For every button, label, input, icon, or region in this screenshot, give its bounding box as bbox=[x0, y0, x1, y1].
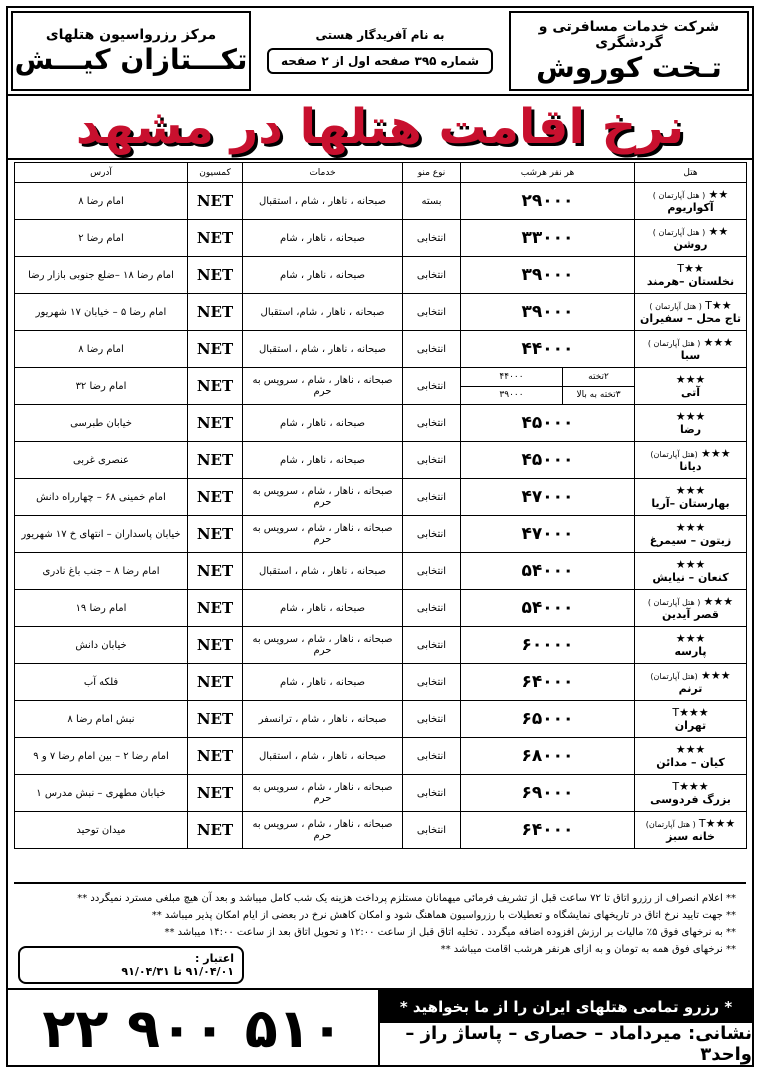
hotel-name: خانه سبز bbox=[666, 830, 715, 843]
hotel-cell bbox=[635, 590, 747, 627]
address-cell: میدان توحید bbox=[15, 812, 188, 849]
menu-cell: انتخابی bbox=[403, 775, 461, 812]
header-hotel: هتل bbox=[635, 163, 747, 183]
hotel-stars: ★★★T bbox=[672, 706, 709, 719]
hotel-type: ( هتل آپارتمان ) bbox=[649, 302, 702, 311]
occupancy-label: ۳تخته به بالا bbox=[562, 387, 634, 405]
hotel-name: سبا bbox=[680, 349, 701, 362]
hotel-name: نخلستان –هرمند bbox=[646, 275, 735, 288]
hotel-stars: ★★★ bbox=[675, 743, 706, 756]
price-cell: ۴۷۰۰۰ bbox=[461, 516, 635, 553]
address-cell: خیابان پاسداران – انتهای خ ۱۷ شهریور bbox=[15, 516, 188, 553]
hotel-cell bbox=[635, 516, 747, 553]
table-row bbox=[15, 405, 747, 442]
note-line: ** جهت تایید نرخ اتاق در تاریخهای نمایشگاه و تعطیلات با رزرواسیون هماهنگ شود و امکان کاهش نرخ در بعضی از ایام امکان پذیر میباشد ** bbox=[151, 910, 736, 921]
table-row bbox=[15, 368, 747, 405]
menu-cell: انتخابی bbox=[403, 479, 461, 516]
hotel-type: ( هتل آپارتمان ) bbox=[652, 191, 706, 200]
note-line: ** نرخهای فوق همه به تومان و به ازای هرنفر هرشب اقامت میباشد ** bbox=[440, 944, 736, 955]
services-cell: صبحانه ، ناهار ، شام ، استقبال bbox=[243, 738, 403, 775]
hotel-stars: ★★ bbox=[708, 188, 729, 201]
hotel-name: رضا bbox=[679, 423, 702, 436]
rate-table bbox=[14, 162, 747, 849]
commission-cell: NET bbox=[188, 775, 243, 812]
table-row bbox=[15, 183, 747, 220]
price-split bbox=[461, 368, 634, 404]
commission-cell: NET bbox=[188, 220, 243, 257]
services-cell: صبحانه ، ناهار ، شام ، استقبال bbox=[243, 331, 403, 368]
note-line: ** به نرخهای فوق ۵٪ مالیات بر ارزش افزوده اضافه میگردد . تخلیه اتاق قبل از ساعت ۱۲:۰۰ و تحویل اتاق بعد از ساعت ۱۴:۰۰ میباشد ** bbox=[164, 927, 736, 938]
hotel-cell bbox=[635, 775, 747, 812]
hotel-cell bbox=[635, 442, 747, 479]
table-row bbox=[15, 294, 747, 331]
address-cell: خیابان دانش bbox=[15, 627, 188, 664]
services-cell: صبحانه ، ناهار ، شام bbox=[243, 220, 403, 257]
hotel-type: (هتل آپارتمان) bbox=[650, 450, 698, 459]
occupancy-price: ۴۴۰۰۰ bbox=[499, 371, 524, 382]
address-cell: عنصری غربی bbox=[15, 442, 188, 479]
hotel-cell bbox=[635, 405, 747, 442]
services-cell: صبحانه ، ناهار ، شام bbox=[243, 257, 403, 294]
menu-cell: انتخابی bbox=[403, 257, 461, 294]
address-cell: فلکه آب bbox=[15, 664, 188, 701]
hotel-cell bbox=[635, 553, 747, 590]
table-header-row bbox=[15, 163, 747, 183]
price-cell: ۶۴۰۰۰ bbox=[461, 664, 635, 701]
hotel-cell bbox=[635, 479, 747, 516]
agency-box bbox=[509, 11, 749, 91]
commission-cell: NET bbox=[188, 294, 243, 331]
hotel-type: ( هتل آپارتمان ) bbox=[652, 228, 706, 237]
services-cell: صبحانه ، ناهار ، شام ، سرویس به حرم bbox=[243, 479, 403, 516]
commission-cell: NET bbox=[188, 183, 243, 220]
table-row bbox=[15, 701, 747, 738]
menu-cell: انتخابی bbox=[403, 220, 461, 257]
occupancy-label: ۲تخته bbox=[562, 368, 634, 386]
menu-cell: انتخابی bbox=[403, 627, 461, 664]
price-cell: ۵۴۰۰۰ bbox=[461, 553, 635, 590]
menu-cell: انتخابی bbox=[403, 738, 461, 775]
price-cell bbox=[461, 368, 635, 405]
table-row bbox=[15, 738, 747, 775]
hotel-name: دیانا bbox=[679, 460, 702, 473]
price-cell: ۴۴۰۰۰ bbox=[461, 331, 635, 368]
hotel-name: آکواریوم bbox=[667, 201, 714, 214]
services-cell: صبحانه ، ناهار ، شام bbox=[243, 664, 403, 701]
hotel-cell bbox=[635, 183, 747, 220]
hotel-stars: ★★★ bbox=[675, 521, 706, 534]
commission-cell: NET bbox=[188, 405, 243, 442]
commission-cell: NET bbox=[188, 257, 243, 294]
rate-table-wrap bbox=[14, 162, 746, 849]
address-cell: امام رضا ۸ bbox=[15, 331, 188, 368]
commission-cell: NET bbox=[188, 516, 243, 553]
hotel-type: ( هتل آپارتمان ) bbox=[647, 339, 701, 348]
address-cell: امام رضا ۲ – بین امام رضا ۷ و ۹ bbox=[15, 738, 188, 775]
price-cell: ۴۵۰۰۰ bbox=[461, 405, 635, 442]
commission-cell: NET bbox=[188, 590, 243, 627]
services-cell: صبحانه ، ناهار ، شام ، استقبال bbox=[243, 553, 403, 590]
price-cell: ۶۹۰۰۰ bbox=[461, 775, 635, 812]
hotel-type: (هتل آپارتمان) bbox=[650, 672, 698, 681]
footer-right bbox=[380, 990, 752, 1065]
commission-cell: NET bbox=[188, 664, 243, 701]
table-row bbox=[15, 479, 747, 516]
hotel-stars: ★★ bbox=[708, 225, 729, 238]
commission-cell: NET bbox=[188, 442, 243, 479]
address-cell: امام رضا ۲ bbox=[15, 220, 188, 257]
hotel-name: زیتون – سیمرغ bbox=[649, 534, 732, 547]
hotel-name: بزرگ فردوسی bbox=[650, 793, 731, 806]
services-cell: صبحانه ، ناهار ، شام ، سرویس به حرم bbox=[243, 368, 403, 405]
price-cell: ۶۵۰۰۰ bbox=[461, 701, 635, 738]
commission-cell: NET bbox=[188, 479, 243, 516]
hotel-stars: ★★★ bbox=[700, 669, 731, 682]
table-row bbox=[15, 257, 747, 294]
header-center bbox=[254, 11, 506, 91]
header-services: خدمات bbox=[243, 163, 403, 183]
validity-range: ۹۱/۰۴/۰۱ تا ۹۱/۰۴/۳۱ bbox=[121, 965, 234, 978]
commission-cell: NET bbox=[188, 368, 243, 405]
services-cell: صبحانه ، ناهار ، شام ، سرویس به حرم bbox=[243, 775, 403, 812]
hotel-type: ( هتل آپارتمان) bbox=[645, 820, 696, 829]
table-row bbox=[15, 331, 747, 368]
hotel-cell bbox=[635, 812, 747, 849]
menu-cell: انتخابی bbox=[403, 405, 461, 442]
price-cell: ۲۹۰۰۰ bbox=[461, 183, 635, 220]
services-cell: صبحانه ، ناهار ، شام ، سرویس به حرم bbox=[243, 812, 403, 849]
footer bbox=[8, 988, 752, 1065]
table-row bbox=[15, 590, 747, 627]
hotel-stars: ★★★T bbox=[698, 817, 736, 830]
services-cell: صبحانه ، ناهار ، شام bbox=[243, 442, 403, 479]
office-address: نشانی: میرداماد – حصاری – پاساژ راز – واحد۳ bbox=[405, 1023, 752, 1065]
price-split-row bbox=[461, 368, 634, 386]
menu-cell: بسته bbox=[403, 183, 461, 220]
hotel-name: ترنم bbox=[678, 682, 703, 695]
price-split-row bbox=[461, 386, 634, 405]
hotel-cell bbox=[635, 368, 747, 405]
menu-cell: انتخابی bbox=[403, 442, 461, 479]
price-cell: ۳۳۰۰۰ bbox=[461, 220, 635, 257]
agency-name: تـخت کوروش bbox=[536, 50, 722, 84]
hotel-cell bbox=[635, 294, 747, 331]
center-left-line: مرکز رزرواسیون هتلهای bbox=[45, 26, 217, 43]
hotel-name: پارسه bbox=[674, 645, 707, 658]
hotel-stars: ★★★ bbox=[675, 558, 706, 571]
price-cell: ۶۸۰۰۰ bbox=[461, 738, 635, 775]
hotel-stars: ★★★ bbox=[675, 410, 706, 423]
hotel-cell bbox=[635, 701, 747, 738]
address-cell: امام رضا ۸ – جنب باغ نادری bbox=[15, 553, 188, 590]
header-price: هر نفر هرشب bbox=[461, 163, 635, 183]
table-row bbox=[15, 220, 747, 257]
table-row bbox=[15, 627, 747, 664]
banner-title: نرخ اقامت هتلها در مشهد bbox=[75, 99, 685, 155]
hotel-name: کنعان – نیایش bbox=[652, 571, 729, 584]
header-address: آدرس bbox=[15, 163, 188, 183]
services-cell: صبحانه ، ناهار ، شام ، استقبال bbox=[243, 183, 403, 220]
hotel-cell bbox=[635, 664, 747, 701]
hotel-stars: ★★★ bbox=[700, 447, 731, 460]
hotel-stars: ★★★T bbox=[672, 780, 709, 793]
rate-sheet bbox=[6, 6, 754, 1067]
address-cell: امام رضا ۵ – خیابان ۱۷ شهریور bbox=[15, 294, 188, 331]
header bbox=[8, 8, 752, 94]
hotel-name: روشن bbox=[673, 238, 708, 251]
price-cell: ۴۷۰۰۰ bbox=[461, 479, 635, 516]
services-cell: صبحانه ، ناهار ، شام bbox=[243, 590, 403, 627]
hotel-stars: ★★★ bbox=[675, 373, 706, 386]
hotel-name: تاج محل – سفیران bbox=[640, 312, 741, 325]
services-cell: صبحانه ، ناهار ، شام bbox=[243, 405, 403, 442]
price-cell: ۳۹۰۰۰ bbox=[461, 257, 635, 294]
table-row bbox=[15, 553, 747, 590]
agency-line: شرکت خدمات مسافرتی و گردشگری bbox=[538, 18, 720, 51]
commission-cell: NET bbox=[188, 627, 243, 664]
services-cell: صبحانه ، ناهار ، شام ، سرویس به حرم bbox=[243, 627, 403, 664]
center-left-name: تکـــتازان کیـــش bbox=[14, 42, 248, 76]
kish-center-box bbox=[11, 11, 251, 91]
address-cell: خیابان مطهری – نبش مدرس ۱ bbox=[15, 775, 188, 812]
address-cell: امام رضا ۱۸ –ضلع جنوبی بازار رضا bbox=[15, 257, 188, 294]
header-menu: نوع منو bbox=[403, 163, 461, 183]
hotel-name: کیان – مدائن bbox=[656, 756, 725, 769]
price-cell: ۵۴۰۰۰ bbox=[461, 590, 635, 627]
price-cell: ۶۰۰۰۰ bbox=[461, 627, 635, 664]
table-row bbox=[15, 812, 747, 849]
title-banner bbox=[8, 94, 752, 160]
hotel-stars: ★★T bbox=[677, 262, 704, 275]
menu-cell: انتخابی bbox=[403, 294, 461, 331]
header-commission: کمسیون bbox=[188, 163, 243, 183]
hotel-name: بهارستان –آریا bbox=[651, 497, 730, 510]
hotel-name: تهران bbox=[674, 719, 707, 732]
services-cell: صبحانه ، ناهار ، شام ، سرویس به حرم bbox=[243, 516, 403, 553]
hotel-cell bbox=[635, 220, 747, 257]
menu-cell: انتخابی bbox=[403, 368, 461, 405]
reserve-slogan: * رزرو تمامی هتلهای ایران را از ما بخواهید * bbox=[380, 990, 752, 1023]
menu-cell: انتخابی bbox=[403, 516, 461, 553]
hotel-cell bbox=[635, 738, 747, 775]
table-row bbox=[15, 442, 747, 479]
table-row bbox=[15, 775, 747, 812]
hotel-cell bbox=[635, 257, 747, 294]
hotel-cell bbox=[635, 627, 747, 664]
address-cell: امام رضا ۸ bbox=[15, 183, 188, 220]
services-cell: صبحانه ، ناهار ، شام، استقبال bbox=[243, 294, 403, 331]
validity-label: اعتبار : bbox=[195, 952, 234, 965]
table-row bbox=[15, 664, 747, 701]
menu-cell: انتخابی bbox=[403, 590, 461, 627]
price-cell: ۶۴۰۰۰ bbox=[461, 812, 635, 849]
note-line: ** اعلام انصراف از رزرو اتاق تا ۷۲ ساعت قبل از تشریف فرمائی میهمانان مستلزم پرداخت هزینه یک شب کامل میباشد و بعد آن هیچ مبلغی مسترد نمیگردد ** bbox=[77, 893, 736, 904]
rate-table-body bbox=[15, 183, 747, 849]
address-cell: امام رضا ۳۲ bbox=[15, 368, 188, 405]
menu-cell: انتخابی bbox=[403, 664, 461, 701]
hotel-cell bbox=[635, 331, 747, 368]
validity-box bbox=[18, 946, 244, 984]
commission-cell: NET bbox=[188, 553, 243, 590]
hotel-stars: ★★★ bbox=[675, 484, 706, 497]
menu-cell: انتخابی bbox=[403, 331, 461, 368]
commission-cell: NET bbox=[188, 738, 243, 775]
address-cell: خیابان طبرسی bbox=[15, 405, 188, 442]
phone-number: ۲۲ ۹۰۰ ۵۱۰ bbox=[8, 990, 380, 1067]
hotel-type: ( هتل آپارتمان ) bbox=[647, 598, 701, 607]
hotel-stars: ★★★ bbox=[675, 632, 706, 645]
page-number-box: شماره ۳۹۵ صفحه اول از ۲ صفحه bbox=[267, 48, 493, 74]
menu-cell: انتخابی bbox=[403, 553, 461, 590]
address-cell: امام خمینی ۶۸ – چهارراه دانش bbox=[15, 479, 188, 516]
hotel-stars: ★★★ bbox=[703, 336, 734, 349]
menu-cell: انتخابی bbox=[403, 812, 461, 849]
address-cell: نبش امام رضا ۸ bbox=[15, 701, 188, 738]
commission-cell: NET bbox=[188, 812, 243, 849]
commission-cell: NET bbox=[188, 701, 243, 738]
hotel-name: قصر آیدین bbox=[662, 608, 719, 621]
price-cell: ۳۹۰۰۰ bbox=[461, 294, 635, 331]
menu-cell: انتخابی bbox=[403, 701, 461, 738]
occupancy-price: ۳۹۰۰۰ bbox=[499, 390, 524, 401]
table-row bbox=[15, 516, 747, 553]
commission-cell: NET bbox=[188, 331, 243, 368]
hotel-stars: ★★T bbox=[705, 299, 732, 312]
services-cell: صبحانه ، ناهار ، شام ، ترانسفر bbox=[243, 701, 403, 738]
center-top-line: به نام آفریدگار هستی bbox=[315, 28, 445, 42]
hotel-name: آتی bbox=[680, 386, 701, 399]
price-cell: ۴۵۰۰۰ bbox=[461, 442, 635, 479]
address-cell: امام رضا ۱۹ bbox=[15, 590, 188, 627]
hotel-stars: ★★★ bbox=[703, 595, 734, 608]
